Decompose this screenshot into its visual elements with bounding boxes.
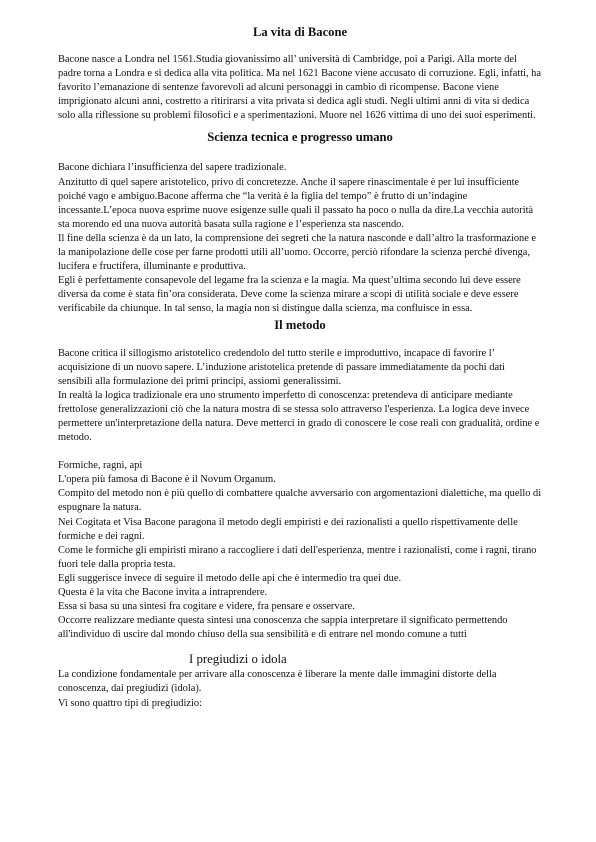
section-heading-idola: I pregiudizi o idola — [189, 652, 287, 667]
paragraph: Egli è perfettamente consapevole del legame fra la scienza e la magia. Ma quest’ultima secondo lui deve essere diversa da come è stata fin’ora considerata. Deve come la scienza mirare a scopi di utilità sociale e deve essere verificabile da chiunque. In tal senso, la magia non si distingue dalla scienza, ma confluisce in essa. — [58, 275, 521, 315]
paragraph: Questa è la vita che Bacone invita a intraprendere. — [58, 587, 268, 598]
paragraph: Egli suggerisce invece di seguire il metodo delle api che è intermedio tra quei due. — [58, 572, 402, 584]
intro-paragraph: Bacone nasce a Londra nel 1561.Studia giovanissimo all’ università di Cambridge, poi a Parigi. Alla morte del padre torna a Londra e si dedica alla vita politica. Ma nel 1621 Bacone viene accusato di corruzione. Egli, infatti, ha favorito l’emanazione di sentenze favorevoli ad alcuni personaggi in cambio di ricompense. Bacone viene imprigionato alcuni anni, costretto a ritirirarsi a vita privata si dedica agli studi. Negli ultimi anni di vita si dedica solo alla riflessione su problemi filosofici e a sperimentazioni. Muore nel 1626 vittima di uno dei suoi esperimenti. — [58, 54, 541, 122]
paragraph: Come le formiche gli empiristi mirano a raccogliere i dati dell'esperienza, mentre i razionalisti, come i ragni, tirano fuori tele dalla propria testa. — [58, 544, 537, 570]
paragraph: Anzitutto di quel sapere aristotelico, privo di concretezze. Anche il sapere rinascimentale è per lui insufficiente poiché vago e ambiguo.Bacone afferma che “la verità è la figlia del tempo” è frutto di un’indagine incessante.L’epoca nuova esprime nuove esigenze sulle quali il passato ha poco o nulla da dire.La vecchia autorità sta morendo ed una nuova autorità basata sulla ragione e l’esperienza sta nascendo. — [58, 176, 534, 230]
paragraph: Occorre realizzare mediante questa sintesi una conoscenza che sappia interpretare il significato permettendo all'individuo di uscire dal mondo chiuso della sua sensibilità e di entrare nel mondo comune a tutti — [58, 615, 508, 641]
paragraph: Bacone critica il sillogismo aristotelico credendolo del tutto sterile e improduttivo, incapace di favorire l’ acquisizione di un nuovo sapere. L’induzione aristotelica pretende di passare immediatamente da pochi dati sensibili alla formulazione dei primi principi, assiomi generalissimi. — [58, 347, 505, 387]
paragraph: Compito del metodo non è più quello di combattere qualche avversario con argomentazioni dialettiche, ma quello di espugnare la natura. — [58, 488, 542, 514]
spacer — [58, 445, 542, 459]
document-page — [58, 24, 542, 711]
paragraph: Nei Cogitata et Visa Bacone paragona il metodo degli empiristi e dei razionalisti a quello rispettivamente delle formiche e dei ragni. — [58, 516, 518, 542]
subsection-title-formiche: Formiche, ragni, api — [58, 460, 143, 472]
section-heading-scienza: Scienza tecnica e progresso umano — [207, 130, 393, 145]
paragraph: Essa si basa su una sintesi fra cogitare e videre, fra pensare e osservare. — [58, 601, 355, 613]
paragraph: Vi sono quattro tipi di pregiudizio: — [58, 697, 202, 709]
paragraph: Bacone dichiara l’insufficienza del sapere tradizionale. — [58, 162, 287, 174]
paragraph: In realtà la logica tradizionale era uno strumento imperfetto di conoscenza: pretendeva di anticipare mediante frettolose generalizzazioni ciò che la natura mostra di se stessa solo attraverso l'esperienza. La logica deve invece permettere un'interpretazione della natura. Deve metterci in grado di conoscere le cose reali con gradualità, ordine e metodo. — [58, 389, 540, 444]
page-title: La vita di Bacone — [252, 25, 348, 39]
paragraph: La condizione fondamentale per arrivare alla conoscenza è liberare la mente dalle immagini distorte della conoscenza, dai pregiudizi (idola). — [58, 669, 497, 695]
paragraph: L'opera più famosa di Bacone è il Novum Organum. — [58, 474, 276, 486]
section-heading-metodo: Il metodo — [274, 317, 326, 332]
paragraph: Il fine della scienza è da un lato, la comprensione dei segreti che la natura nasconde e dall’altro la trasformazione e la manipolazione delle cose per farne prodotti utili all’uomo. Occorre, perciò rifondare la scienza perché divenga, lucifera e fructifera, illuminante e produttiva. — [58, 232, 537, 273]
